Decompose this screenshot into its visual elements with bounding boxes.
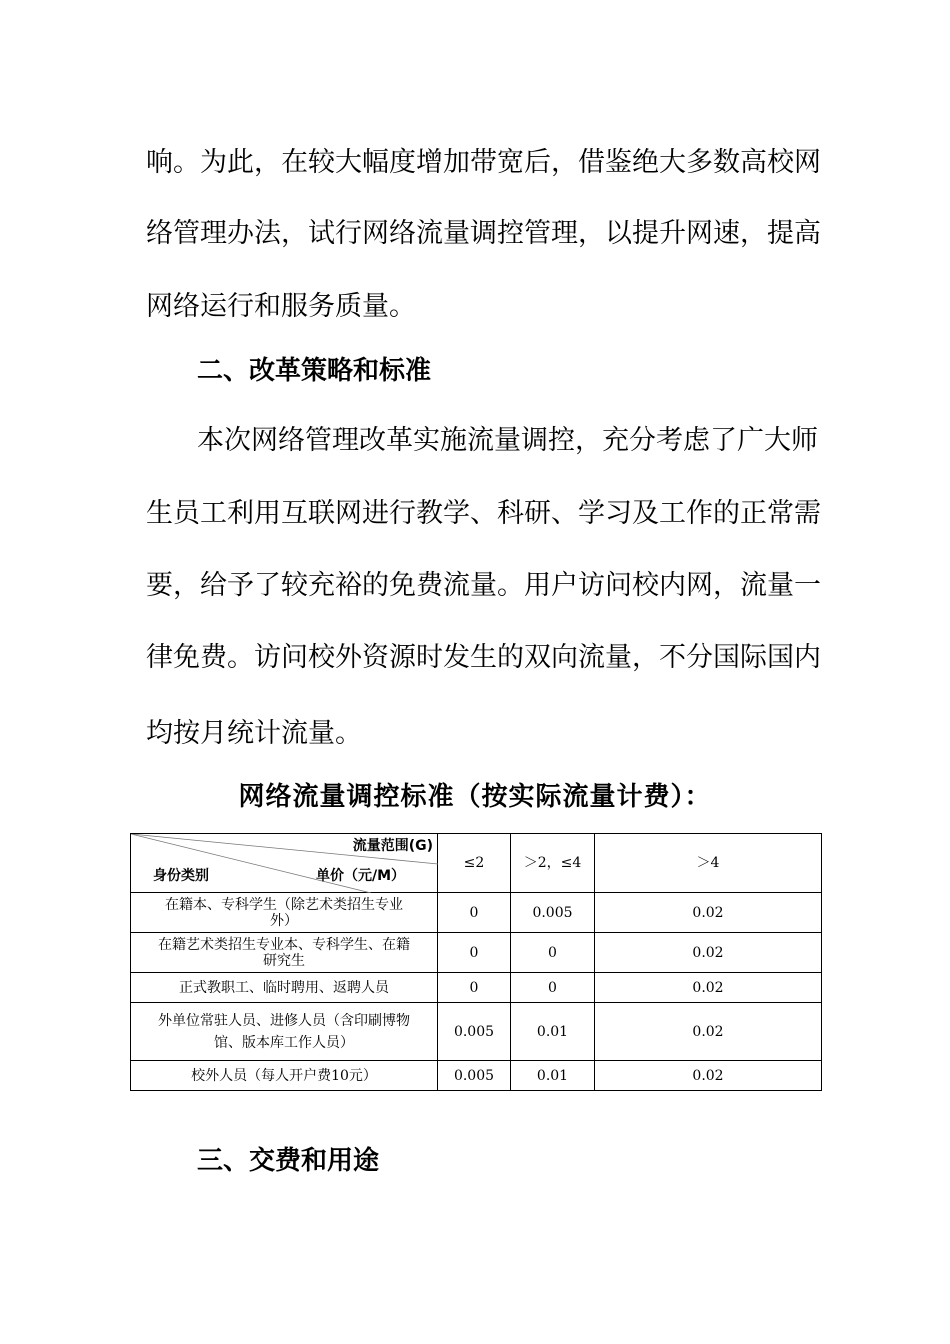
- table-cell: 0: [438, 933, 511, 973]
- row-identity: [131, 1003, 438, 1061]
- table-row: [131, 1003, 822, 1061]
- table-cell: 0: [511, 973, 595, 1003]
- column-header: ＞4: [595, 834, 822, 893]
- table-cell: 0: [438, 893, 511, 933]
- row-identity-line: 馆、版本库工作人员）: [214, 1034, 354, 1051]
- table-cell: 0.02: [595, 1003, 822, 1061]
- paragraph-1-line-1: 响。为此，在较大幅度增加带宽后，借鉴绝大多数高校网: [146, 147, 821, 178]
- table-cell: 0.005: [438, 1003, 511, 1061]
- table-row: [131, 973, 822, 1003]
- table-row: [131, 893, 822, 933]
- row-identity-line: 在籍艺术类招生专业本、专科学生、在籍: [158, 936, 410, 953]
- table-cell: 0.01: [511, 1061, 595, 1091]
- table-cell: 0: [511, 933, 595, 973]
- table-cell: 0.005: [438, 1061, 511, 1091]
- paragraph-1-line-3: 网络运行和服务质量。: [146, 291, 416, 322]
- column-header: ≤2: [438, 834, 511, 893]
- row-identity: 正式教职工、临时聘用、返聘人员: [131, 973, 438, 1003]
- diagonal-header-cell: [131, 834, 438, 893]
- table-row: [131, 933, 822, 973]
- header-price-label: 单价（元/M）: [316, 868, 406, 884]
- row-identity-line: 外单位常驻人员、进修人员（含印刷博物: [158, 1012, 410, 1029]
- paragraph-2-line-1: 本次网络管理改革实施流量调控，充分考虑了广大师: [197, 425, 818, 456]
- row-identity-line: 外）: [270, 912, 298, 929]
- table-cell: 0.02: [595, 893, 822, 933]
- table-cell: 0.02: [595, 973, 822, 1003]
- row-identity: [131, 893, 438, 933]
- row-identity: [131, 933, 438, 973]
- row-identity-line: 在籍本、专科学生（除艺术类招生专业: [165, 896, 403, 913]
- header-range-label: 流量范围(G): [352, 838, 433, 854]
- table-cell: 0.02: [595, 933, 822, 973]
- table-row: [131, 1061, 822, 1091]
- row-identity-line: 研究生: [263, 952, 305, 969]
- fee-table: [130, 833, 822, 1091]
- paragraph-2-line-3: 要，给予了较充裕的免费流量。用户访问校内网，流量一: [146, 570, 821, 601]
- section-3-heading: 三、交费和用途: [197, 1146, 380, 1176]
- table-header-row: [131, 834, 822, 893]
- table-cell: 0.005: [511, 893, 595, 933]
- row-identity: 校外人员（每人开户费10元）: [131, 1061, 438, 1091]
- paragraph-2-line-4: 律免费。访问校外资源时发生的双向流量，不分国际国内: [146, 642, 821, 673]
- table-cell: 0: [438, 973, 511, 1003]
- header-identity-label: 身份类别: [153, 868, 209, 884]
- table-cell: 0.02: [595, 1061, 822, 1091]
- paragraph-2-line-5: 均按月统计流量。: [146, 718, 362, 749]
- table-caption: 网络流量调控标准（按实际流量计费）：: [238, 782, 712, 812]
- paragraph-2-line-2: 生员工利用互联网进行教学、科研、学习及工作的正常需: [146, 498, 821, 529]
- table-cell: 0.01: [511, 1003, 595, 1061]
- section-2-heading: 二、改革策略和标准: [197, 356, 432, 386]
- column-header: ＞2，≤4: [511, 834, 595, 893]
- paragraph-1-line-2: 络管理办法，试行网络流量调控管理，以提升网速，提高: [146, 218, 821, 249]
